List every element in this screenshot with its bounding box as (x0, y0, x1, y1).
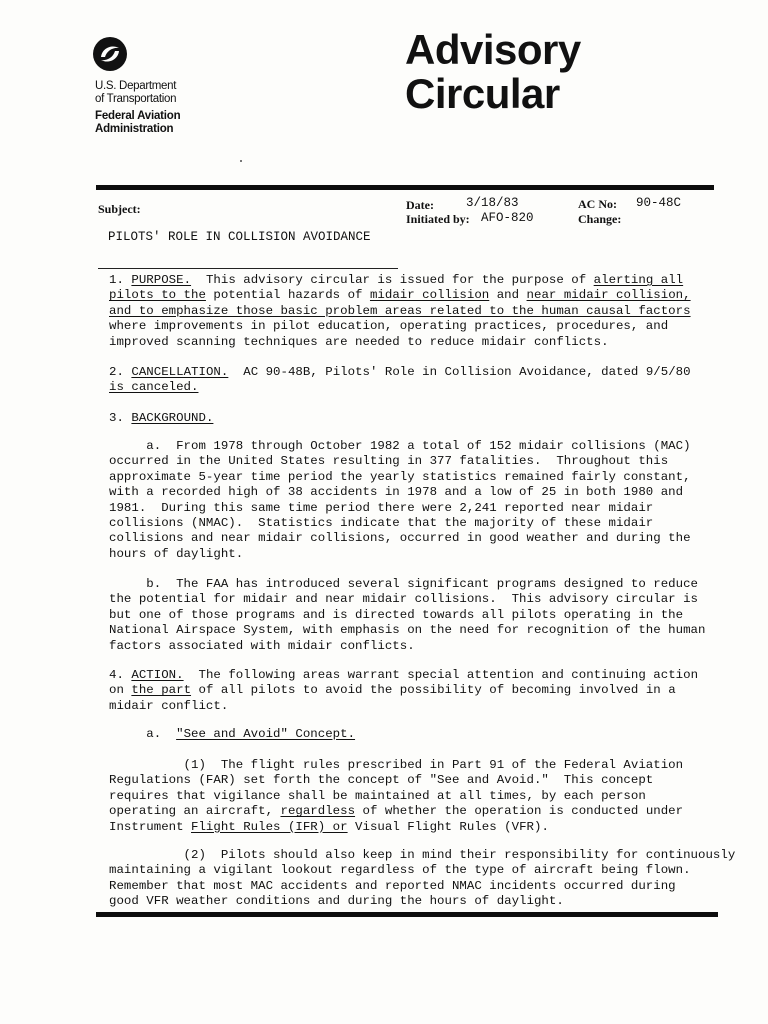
action-line-3: midair conflict. (109, 698, 229, 713)
background-b-line-4: National Airspace System, with emphasis on the need for recognition of the human (109, 623, 706, 638)
cancellation-line-1: 2. CANCELLATION. AC 90-48B, Pilots' Role in Collision Avoidance, dated 9/5/80 (109, 365, 691, 379)
see-and-avoid-paragraph-1 (109, 758, 719, 835)
background-b-line-5: factors associated with midair conflicts. (109, 638, 415, 653)
background-b-line-2: the potential for midair and near midair collisions. This advisory circular is (109, 592, 698, 607)
see-and-avoid-heading: "See and Avoid" Concept. (176, 727, 356, 741)
title-line-1: Advisory (405, 26, 581, 73)
purpose-line-2: pilots to the potential hazards of midair collision and near midair collision, (109, 288, 691, 303)
purpose-paragraph (109, 273, 719, 350)
background-a-line-6: collisions (NMAC). Statistics indicate that the majority of these midair (109, 516, 654, 531)
initiated-by-value: AFO-820 (481, 211, 534, 225)
title-line-2: Circular (405, 70, 560, 117)
sa1-line-3: requires that vigilance shall be maintained at all times, by each person (109, 788, 646, 803)
cancellation-heading: CANCELLATION. (131, 365, 229, 379)
date-value: 3/18/83 (466, 196, 519, 210)
action-line-1: 4. ACTION. The following areas warrant special attention and continuing action (109, 668, 699, 682)
background-heading: BACKGROUND. (131, 411, 214, 425)
faa-line-2: Administration (95, 123, 174, 135)
sa1-line-1: (1) The flight rules prescribed in Part 91 of the Federal Aviation (109, 758, 684, 772)
background-b-line-3: but one of those programs and is directed towards all pilots operating in the (109, 607, 684, 622)
ac-number-value: 90-48C (636, 196, 682, 210)
faa-line-1: Federal Aviation (95, 110, 181, 122)
department-name (95, 80, 176, 106)
subject-rule (98, 268, 398, 269)
sa1-line-5: Instrument Flight Rules (IFR) or Visual Flight Rules (VFR). (109, 819, 549, 834)
sa2-line-1: (2) Pilots should also keep in mind their responsibility for continuously (109, 848, 736, 862)
dept-line-1: U.S. Department (95, 80, 177, 92)
background-a-line-7: collisions and near midair collisions, occurred in good weather and during the (109, 531, 691, 546)
sa2-line-4: good VFR weather conditions and during the hours of daylight. (109, 894, 564, 909)
action-heading: ACTION. (131, 668, 184, 682)
sa1-line-2: Regulations (FAR) set forth the concept of "See and Avoid." This concept (109, 773, 654, 788)
background-heading-line: 3. BACKGROUND. (109, 411, 214, 425)
purpose-line-1: 1. PURPOSE. This advisory circular is issued for the purpose of alerting all (109, 273, 684, 287)
cancellation-paragraph (109, 365, 719, 396)
footer-rule (96, 912, 718, 917)
background-a-line-5: 1981. During this same time period there were 2,241 reported near midair (109, 500, 654, 515)
initiated-by-label: Initiated by: (406, 212, 470, 226)
cancellation-line-2: is canceled. (109, 380, 199, 395)
change-label: Change: (578, 212, 622, 226)
purpose-line-4: where improvements in pilot education, operating practices, procedures, and (109, 319, 669, 334)
subject-value: PILOTS' ROLE IN COLLISION AVOIDANCE (108, 230, 371, 244)
background-a-line-1: a. From 1978 through October 1982 a total of 152 midair collisions (MAC) (109, 439, 691, 453)
ac-number-label: AC No: (578, 197, 617, 211)
background-paragraph-b (109, 577, 719, 654)
scan-speck (240, 160, 242, 162)
background-a-line-8: hours of daylight. (109, 546, 244, 561)
purpose-line-3: and to emphasize those basic problem areas related to the human causal factors (109, 303, 691, 318)
action-line-2: on the part of all pilots to avoid the possibility of becoming involved in a (109, 683, 676, 698)
document-title (405, 28, 581, 116)
see-and-avoid-paragraph-2 (109, 848, 736, 910)
agency-name (95, 110, 180, 136)
background-b-line-1: b. The FAA has introduced several significant programs designed to reduce (109, 577, 698, 591)
purpose-line-5: improved scanning techniques are needed to reduce midair conflicts. (109, 334, 609, 349)
sa2-line-3: Remember that most MAC accidents and reported NMAC incidents occurred during (109, 878, 676, 893)
dot-logo-icon (92, 36, 128, 72)
background-a-line-4: with a recorded high of 38 accidents in 1978 and a low of 25 in both 1980 and (109, 485, 684, 500)
background-a-line-2: occurred in the United States resulting in 377 fatalities. Throughout this (109, 454, 669, 469)
purpose-heading: PURPOSE. (131, 273, 192, 287)
header-rule (96, 185, 714, 190)
subject-label: Subject: (98, 202, 141, 216)
background-paragraph-a (109, 439, 719, 562)
background-a-line-3: approximate 5-year time period the yearly statistics remained fairly constant, (109, 469, 691, 484)
action-paragraph (109, 668, 719, 714)
see-and-avoid-heading-line: a. "See and Avoid" Concept. (109, 727, 356, 741)
sa2-line-2: maintaining a vigilant lookout regardless of the type of aircraft being flown. (109, 863, 691, 878)
sa1-line-4: operating an aircraft, regardless of whether the operation is conducted under (109, 804, 684, 819)
dept-line-2: of Transportation (95, 93, 177, 105)
date-label: Date: (406, 198, 434, 212)
